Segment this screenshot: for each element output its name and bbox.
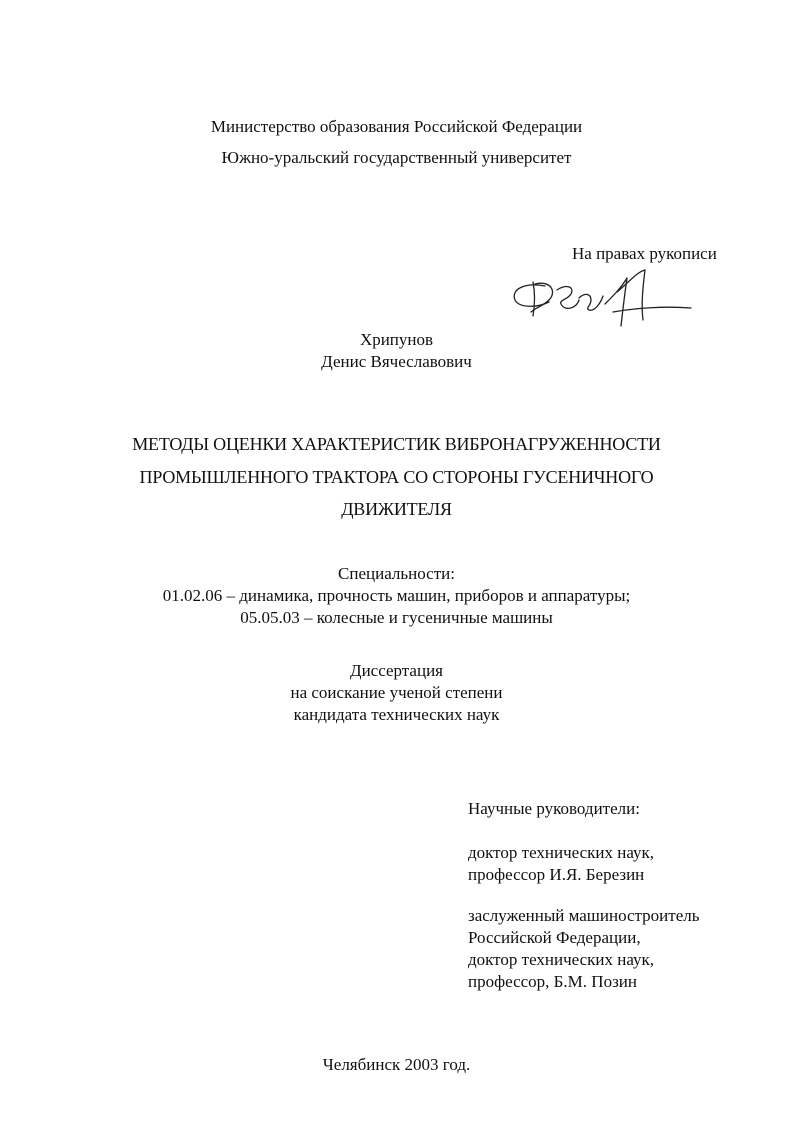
manuscript-note: На правах рукописи [572,244,717,263]
author-surname: Хрипунов [359,330,434,349]
handwritten-signature [505,268,695,338]
specialties-heading: Специальности: [338,564,455,583]
supervisor-1-name: профессор И.Я. Березин [468,865,645,884]
supervisor-2-title: заслуженный машиностроитель [468,906,700,925]
thesis-title-line-1: МЕТОДЫ ОЦЕНКИ ХАРАКТЕРИСТИК ВИБРОНАГРУЖЕННОСТИ [132,434,661,454]
ministry-heading: Министерство образования Российской Федерации [210,117,583,136]
specialty-item-1: 01.02.06 – динамика, прочность машин, приборов и аппаратуры; [162,586,631,605]
dissertation-degree-line: на соискание ученой степени [290,683,503,702]
specialty-item-2: 05.05.03 – колесные и гусеничные машины [240,608,553,627]
supervisor-2-degree: доктор технических наук, [468,950,655,969]
supervisor-1-degree: доктор технических наук, [468,843,655,862]
dissertation-field-line: кандидата технических наук [293,705,500,724]
dissertation-label: Диссертация [349,661,443,680]
thesis-title-line-3: ДВИЖИТЕЛЯ [341,499,452,519]
author-name: Денис Вячеславович [321,352,472,371]
supervisor-2-name: профессор, Б.М. Позин [468,972,637,991]
supervisor-2-country: Российской Федерации, [468,928,641,947]
university-heading: Южно-уральский государственный университет [221,148,572,167]
supervisors-heading: Научные руководители: [468,799,640,818]
city-year: Челябинск 2003 год. [322,1055,471,1074]
thesis-title-line-2: ПРОМЫШЛЕННОГО ТРАКТОРА СО СТОРОНЫ ГУСЕНИЧНОГО [139,467,654,487]
